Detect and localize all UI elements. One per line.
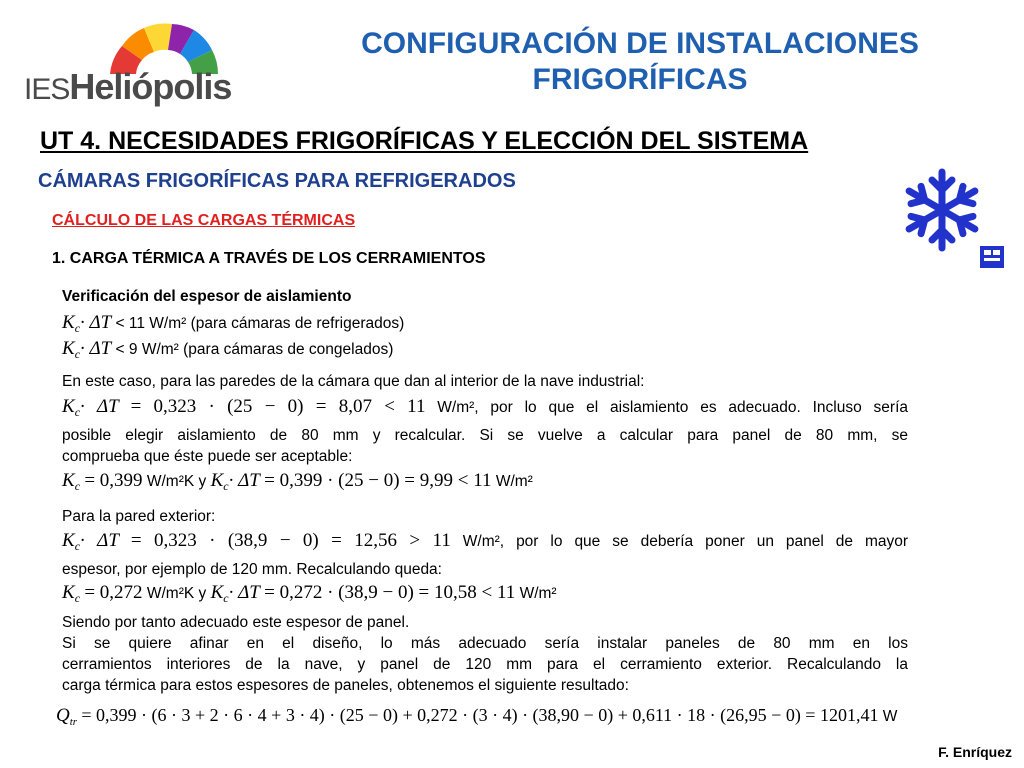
paragraph-3: comprueba que éste puede ser aceptable: xyxy=(62,448,353,465)
logo-ies: IES xyxy=(24,73,70,106)
limit-line-1: $K_c\cdot \Delta T < 11$ W/m² (para cámaras de refrigerados) xyxy=(62,312,405,336)
title-line1: CONFIGURACIÓN DE INSTALACIONES xyxy=(361,27,919,60)
paragraph-1: En este caso, para las paredes de la cámara que dan al interior de la nave industrial: xyxy=(62,373,645,390)
slide-title xyxy=(300,26,980,98)
equation-4: $K_c = 0,272$ W/m²K y $K_c\cdot \Delta T = 0,272 \cdot (38,9 - 0) = 10,58 < 11$ W/m² xyxy=(62,582,557,606)
verification-title: Verificación del espesor de aislamiento xyxy=(62,288,352,305)
equation-2: $K_c = 0,399$ W/m²K y $K_c\cdot \Delta T = 0,399 \cdot (25 - 0) = 9,99 < 11$ W/m² xyxy=(62,470,533,494)
title-line2: FRIGORÍFICAS xyxy=(532,63,748,96)
paragraph-4: Para la pared exterior: xyxy=(62,508,216,525)
section-heading: CÁLCULO DE LAS CARGAS TÉRMICAS xyxy=(52,212,356,229)
limit-line-2: $K_c\cdot \Delta T < 9$ W/m² (para cámaras de congelados) xyxy=(62,338,394,362)
logo-name: Heliópolis xyxy=(69,66,232,107)
paragraph-5: espesor, por ejemplo de 120 mm. Recalculando queda: xyxy=(62,561,442,578)
paragraph-9: carga térmica para estos espesores de paneles, obtenemos el siguiente resultado: xyxy=(62,677,629,694)
equation-3: $K_c\cdot \Delta T = 0,323 \cdot (38,9 - 0) = 12,56 > 11$ W/m², por lo que se debería poner un panel de mayor xyxy=(62,530,909,554)
cold-storage-icon xyxy=(980,246,1004,268)
equation-1: $K_c\cdot \Delta T = 0,323 \cdot (25 - 0) = 8,07 < 11$ W/m², por lo que el aislamiento es adecuado. Incluso sería xyxy=(62,396,908,420)
paragraph-7: Si se quiere afinar en el diseño, lo más adecuado sería instalar paneles de 80 mm en los xyxy=(62,635,908,652)
subheading: CÁMARAS FRIGORÍFICAS PARA REFRIGERADOS xyxy=(38,170,516,192)
author-credit: F. Enríquez xyxy=(938,744,1012,760)
paragraph-8: cerramientos interiores de la nave, y panel de 120 mm para el cerramiento exterior. Recalculando la xyxy=(62,656,908,673)
final-equation: $Q_{tr} = 0,399 \cdot (6 \cdot 3 + 2 \cdot 6 \cdot 4 + 3 \cdot 4) \cdot (25 - 0) + 0,272 \cdot (3 \cdot 4) \cdot (38,90 - 0) + 0,611 \cdot 18 \cdot (26,95 - 0) = 1201,41$ W xyxy=(56,705,898,729)
item-heading: 1. CARGA TÉRMICA A TRAVÉS DE LOS CERRAMIENTOS xyxy=(52,250,486,267)
snowflake-icon xyxy=(900,168,1008,278)
logo-text xyxy=(24,66,231,108)
unit-heading: UT 4. NECESIDADES FRIGORÍFICAS Y ELECCIÓN DEL SISTEMA xyxy=(40,127,809,155)
paragraph-2: posible elegir aislamiento de 80 mm y recalcular. Si se vuelve a calcular para panel de 80 mm, se xyxy=(62,427,908,444)
paragraph-6: Siendo por tanto adecuado este espesor de panel. xyxy=(62,614,410,631)
